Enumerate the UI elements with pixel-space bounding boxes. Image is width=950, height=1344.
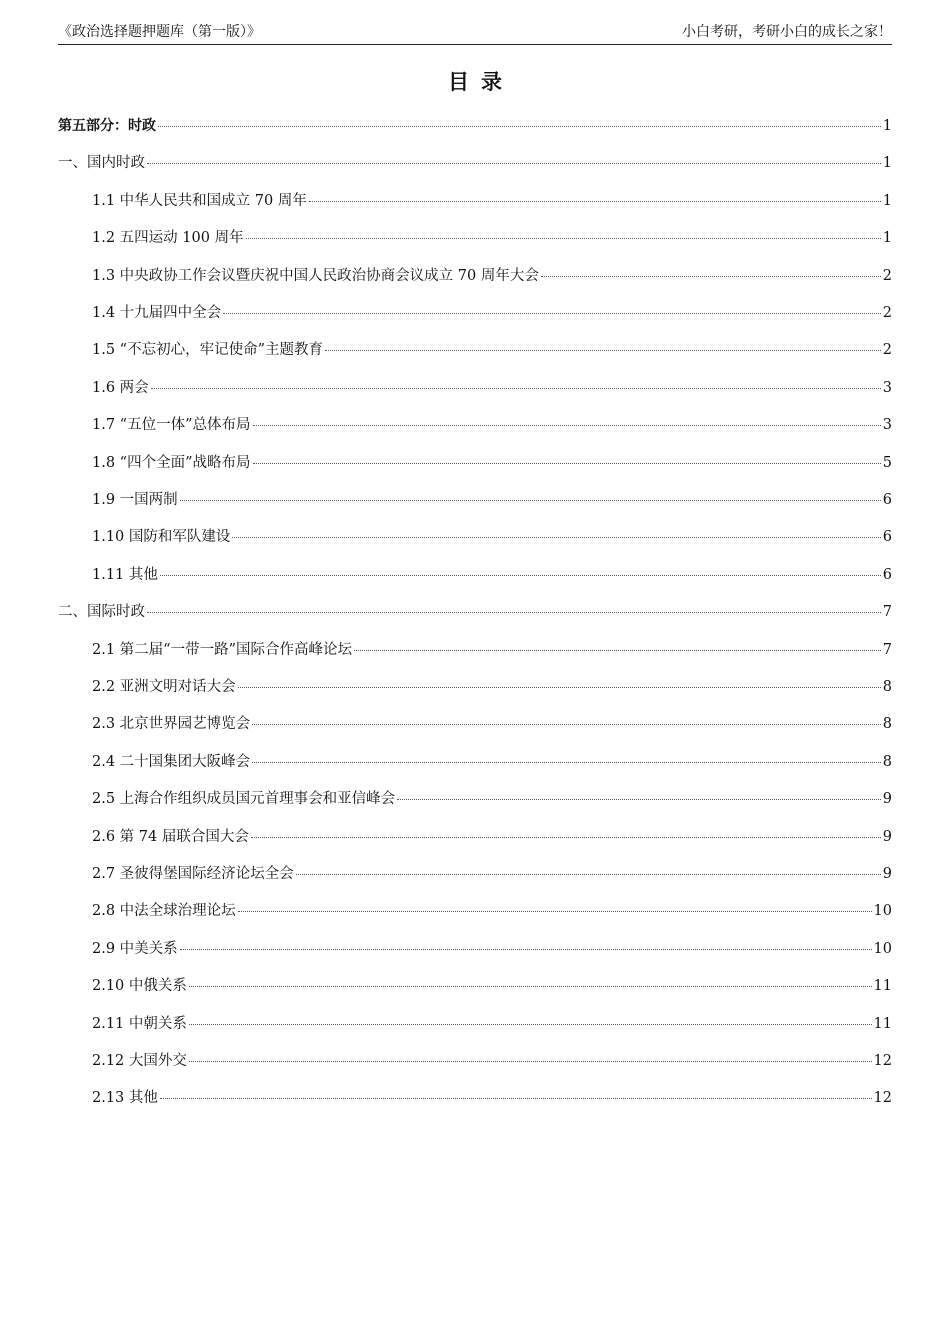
toc-entry-label: 1.10 国防和军队建设	[92, 529, 231, 546]
toc-subentry[interactable]	[92, 301, 892, 325]
toc-page-number: 8	[882, 716, 892, 733]
toc-entry-label: 1.11 其他	[92, 566, 158, 583]
toc-subentry[interactable]	[92, 226, 892, 250]
toc-subentry[interactable]	[92, 338, 892, 362]
dot-leader	[180, 499, 881, 501]
toc-page-number: 1	[882, 192, 892, 209]
toc-page-number: 11	[873, 978, 892, 995]
toc-page-number: 11	[873, 1015, 892, 1032]
toc-entry-label: 2.8 中法全球治理论坛	[92, 903, 236, 920]
dot-leader	[232, 536, 880, 538]
toc-page-number: 8	[882, 753, 892, 770]
toc-page-number: 9	[882, 866, 892, 882]
toc-entry-label: 2.10 中俄关系	[92, 978, 187, 995]
toc-page-number: 12	[873, 1053, 892, 1069]
dot-leader	[325, 349, 881, 351]
toc-subentry[interactable]	[92, 189, 892, 213]
toc-subentry[interactable]	[92, 1086, 892, 1110]
toc-subentry[interactable]	[92, 937, 892, 961]
dot-leader	[253, 424, 881, 426]
toc-entry-label: 1.2 五四运动 100 周年	[92, 230, 244, 247]
toc-entry-label: 1.4 十九届四中全会	[92, 305, 222, 321]
toc-page-number: 1	[882, 230, 892, 247]
toc-subentry[interactable]	[92, 750, 892, 774]
toc-subentry[interactable]	[92, 825, 892, 849]
toc-page-number: 1	[882, 118, 892, 134]
dot-leader	[189, 1023, 872, 1025]
toc-entry-label: 2.9 中美关系	[92, 940, 178, 957]
dot-leader	[354, 649, 881, 651]
toc-entry-label: 1.8 “四个全面”战略布局	[92, 454, 251, 471]
toc-subentry[interactable]	[92, 525, 892, 549]
toc-entry-label: 2.5 上海合作组织成员国元首理事会和亚信峰会	[92, 791, 396, 808]
toc-page-number: 3	[882, 379, 892, 396]
toc-entry-label: 2.7 圣彼得堡国际经济论坛全会	[92, 866, 294, 882]
dot-leader	[160, 574, 881, 576]
toc-subentry[interactable]	[92, 974, 892, 998]
dot-leader	[238, 686, 881, 688]
toc-subentry[interactable]	[92, 376, 892, 400]
dot-leader	[397, 798, 881, 800]
toc-subentry[interactable]	[92, 712, 892, 736]
toc-page-number: 2	[882, 305, 892, 321]
toc-page-number: 6	[882, 529, 892, 546]
toc-entry-label: 1.3 中央政协工作会议暨庆祝中国人民政治协商会议成立 70 周年大会	[92, 267, 539, 284]
toc-page-number: 10	[873, 903, 892, 920]
toc-page-number: 5	[882, 454, 892, 471]
toc-subentry[interactable]	[92, 638, 892, 662]
toc-subentry[interactable]	[92, 1012, 892, 1036]
page-header	[58, 22, 892, 45]
dot-leader	[252, 723, 881, 725]
dot-leader	[151, 387, 881, 389]
toc-page-number: 7	[882, 604, 892, 621]
toc-entry-label: 2.2 亚洲文明对话大会	[92, 679, 236, 695]
toc-page-number: 2	[882, 342, 892, 359]
dot-leader	[246, 237, 881, 239]
toc-subentry[interactable]	[92, 787, 892, 811]
toc-page-number: 3	[882, 417, 892, 434]
dot-leader	[309, 200, 881, 202]
dot-leader	[189, 1060, 872, 1062]
toc-entry-label: 二、国际时政	[58, 604, 145, 621]
toc-entry-label: 2.4 二十国集团大阪峰会	[92, 753, 251, 770]
toc-entry-label: 1.1 中华人民共和国成立 70 周年	[92, 192, 307, 209]
dot-leader	[541, 275, 881, 277]
dot-leader	[252, 761, 881, 763]
toc-page-number: 9	[882, 828, 892, 845]
dot-leader	[223, 312, 881, 314]
toc-subentry[interactable]	[92, 899, 892, 923]
toc-page-number: 10	[873, 940, 892, 957]
toc-entry-label: 一、国内时政	[58, 155, 145, 172]
dot-leader	[253, 462, 881, 464]
toc-section-entry[interactable]	[58, 151, 892, 175]
dot-leader	[158, 125, 881, 127]
toc-subentry[interactable]	[92, 1049, 892, 1073]
dot-leader	[147, 162, 881, 164]
toc-page-number: 6	[882, 566, 892, 583]
toc-entry-label: 第五部分：时政	[58, 118, 156, 134]
dot-leader	[160, 1097, 872, 1099]
dot-leader	[147, 611, 881, 613]
dot-leader	[238, 910, 872, 912]
toc-subentry[interactable]	[92, 488, 892, 512]
toc-section-entry[interactable]	[58, 600, 892, 624]
toc-entry-label: 1.9 一国两制	[92, 492, 178, 508]
dot-leader	[189, 985, 872, 987]
toc-page-number: 8	[882, 679, 892, 695]
toc-page-number: 1	[882, 155, 892, 172]
header-slogan: 小白考研，考研小白的成长之家！	[682, 24, 892, 40]
toc-entry-label: 1.6 两会	[92, 379, 149, 396]
toc-page-number: 7	[882, 641, 892, 658]
toc-page-number: 9	[882, 791, 892, 808]
toc-entry-label: 2.12 大国外交	[92, 1053, 187, 1069]
toc-entry-label: 2.3 北京世界园艺博览会	[92, 716, 251, 733]
dot-leader	[251, 836, 881, 838]
toc-subentry[interactable]	[92, 264, 892, 288]
toc-subentry[interactable]	[92, 451, 892, 475]
toc-page-number: 6	[882, 492, 892, 508]
toc-subentry[interactable]	[92, 413, 892, 437]
dot-leader	[296, 873, 881, 875]
toc-entry-label: 2.6 第 74 届联合国大会	[92, 828, 249, 845]
toc-part-entry[interactable]	[58, 114, 892, 138]
header-book-title: 《政治选择题押题库（第一版）》	[58, 24, 261, 40]
toc-subentry[interactable]	[92, 675, 892, 699]
toc-page-number: 12	[873, 1090, 892, 1107]
toc-entry-label: 2.11 中朝关系	[92, 1015, 187, 1032]
toc-page-number: 2	[882, 267, 892, 284]
toc-entry-label: 1.7 “五位一体”总体布局	[92, 417, 251, 434]
dot-leader	[180, 948, 872, 950]
toc-entry-label: 1.5 “不忘初心，牢记使命”主题教育	[92, 342, 323, 359]
toc-subentry[interactable]	[92, 563, 892, 587]
toc-subentry[interactable]	[92, 862, 892, 886]
toc-entry-label: 2.13 其他	[92, 1090, 158, 1107]
page-title: 目录	[448, 70, 514, 94]
toc-entry-label: 2.1 第二届“一带一路”国际合作高峰论坛	[92, 641, 352, 658]
